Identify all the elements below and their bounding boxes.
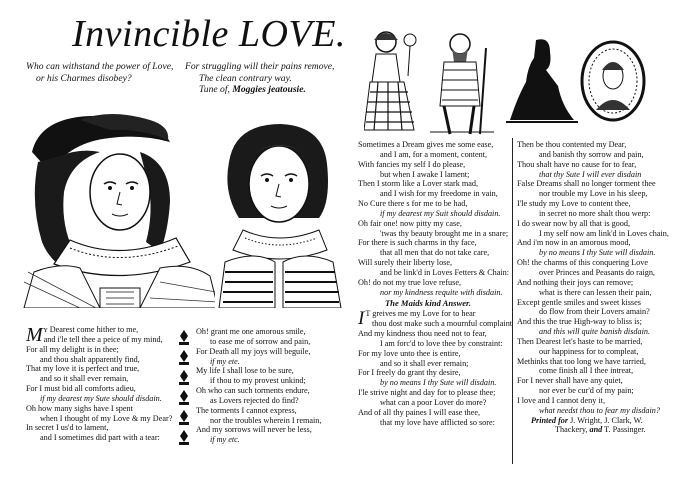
verse-line: that all men that do not take care, — [380, 248, 490, 258]
verse-column-1 — [26, 325, 172, 443]
verse-line: as Lovers rejected do find? — [210, 395, 299, 405]
verse-line: Sometimes a Dream gives me some ease, — [358, 140, 494, 149]
verse-line: that my love have afflicted so sore: — [380, 417, 495, 427]
verse-line: The torments I cannot express, — [196, 405, 297, 415]
verse-line: our happiness for to compleat, — [539, 346, 639, 356]
verse-line: 'twas thy beauty brought me in a snare; — [380, 228, 509, 238]
verse-line: False Dreams shall no longer torment thee — [517, 179, 656, 189]
printer-imprint — [517, 416, 669, 426]
verse-line: and so it shall ever remain; — [380, 358, 469, 368]
verse-line: Then I storm like a Lover stark mad, — [358, 179, 479, 189]
verse-line: No Cure there s for me to be had, — [358, 199, 468, 209]
verse-line: Oh fair one! now pitty my case, — [358, 218, 462, 228]
verse-line: In secret I us'd to lament, — [26, 423, 109, 433]
verse-line: Oh how many sighs have I spent — [26, 403, 133, 413]
verse-line: Oh! grant me one amorous smile, — [196, 327, 306, 336]
verse-line: if thou to my provest unkind; — [210, 376, 306, 386]
verse-line: For there is such charms in thy face, — [358, 238, 477, 248]
verse-line: And my sorrows will never be less, — [196, 425, 312, 435]
imprint-last: T. Passinger. — [604, 425, 646, 435]
verse-line: in secret no more shalt thou werp: — [539, 208, 651, 218]
verse-column-4 — [517, 140, 669, 435]
maids-answer-heading: The Maids kind Answer. — [384, 297, 472, 308]
verse-line: For I never shall have any quiet, — [517, 376, 623, 386]
verse-line: and this will quite banish disdain. — [539, 327, 650, 337]
ballad-title: Invincible LOVE. — [72, 13, 346, 55]
subtitle-left-line-1: Who can withstand the power of Love, — [26, 61, 174, 72]
verse-line: that thy Sute I will ever disdain — [539, 169, 642, 179]
subtitle-right — [185, 61, 334, 96]
subtitle-left — [26, 61, 173, 84]
verse-line: thou dost make such a mournful complaint — [372, 319, 513, 329]
verse-line: what can a poor Lover do more? — [380, 397, 487, 407]
verse-line: Methinks that too long we have tarried, — [517, 356, 646, 366]
verse-line: come finish all I thee intreat, — [539, 366, 634, 376]
verse-line: That my love it is perfect and true, — [26, 364, 140, 374]
column-divider — [512, 138, 513, 464]
imprint-prefix: Printed for — [531, 415, 569, 425]
verse-line: and I sometimes did part with a tear: — [40, 433, 160, 443]
drop-cap: I — [358, 308, 365, 330]
verse-line: I my self now am link'd in Loves chain, — [539, 228, 669, 238]
verse-line: Oh who can such torments endure, — [196, 386, 310, 396]
verse-line: For my love unto thee is entire, — [358, 348, 461, 358]
verse-line: and be link'd in Loves Fetters & Chain: — [380, 267, 510, 277]
verse-line: And nothing their joys can remove; — [517, 277, 634, 287]
bearded-man-woodcut — [430, 28, 494, 136]
tune-line — [185, 84, 334, 96]
verse-column-3 — [358, 140, 512, 427]
verse-line: if my dearest my Sute should disdain. — [40, 393, 162, 403]
imprint-and: and — [589, 425, 603, 435]
verse-line: but when I awake I lament; — [380, 169, 470, 179]
verse-line: I love and I cannot deny it, — [517, 395, 605, 405]
verse-line: and so it shall ever remain, — [40, 374, 129, 384]
verse-line: I am forc'd to love thee by constraint: — [380, 338, 503, 348]
verse-line: With fancies my self I do please, — [358, 159, 466, 169]
verse-line: nor my kindness requite with disdain. — [380, 287, 503, 297]
verse-line: what needst thou to fear my disdain? — [539, 405, 660, 415]
verse-line: Oh! the charms of this conquering Love — [517, 258, 648, 268]
verse-line: by no means I thy Sute will disdain. — [380, 378, 497, 388]
man-portrait-woodcut — [20, 112, 220, 308]
verse-line: by no means I thy Sute will disdain. — [539, 248, 656, 258]
verse-line: what is there can lessen their pain, — [539, 287, 652, 297]
verse-line: ʏ Dearest come hither to me, — [43, 325, 139, 334]
verse-line: And this the true High-way to bliss is; — [517, 317, 642, 327]
tune-name: Moggies jeatousie. — [232, 84, 306, 95]
verse-line: if my ete. — [210, 356, 240, 366]
verse-line: if my dearest my Suit should disdain. — [380, 208, 501, 218]
verse-line: and banish thy sorrow and pain, — [539, 149, 644, 159]
verse-line: For I must bid all comforts adieu, — [26, 384, 136, 394]
verse-line: nor trouble my Love in his sleep, — [539, 189, 648, 199]
verse-line: And of all thy paines I will ease thee, — [358, 407, 481, 417]
verse-line: Oh! do not my true love refuse, — [358, 277, 461, 287]
verse-line: and i'le tell thee a peice of my mind, — [43, 334, 163, 344]
verse-column-2 — [196, 327, 321, 445]
subtitle-left-line-2: or his Charmes disobey? — [36, 72, 132, 84]
verse-line: Thou shalt have no cause for to fear, — [517, 159, 637, 169]
dark-figure-woodcut — [506, 36, 578, 124]
subtitle-right-line-1: For struggling will their pains remove, — [185, 61, 335, 72]
drop-cap: M — [26, 324, 43, 346]
verse-line: For Death all my joys will beguile, — [196, 346, 311, 356]
verse-line: And i'm now in an amorous mood, — [517, 238, 631, 248]
verse-line: I do swear now by all that is good, — [517, 218, 631, 228]
verse-line: and I am, for a moment, content, — [380, 149, 488, 159]
verse-line: do flow from their Lovers amain? — [539, 307, 650, 317]
verse-line: For I freely do grant thy desire, — [358, 368, 461, 378]
verse-line: Then be thou contented my Dear, — [517, 140, 627, 149]
verse-line: if my etc. — [210, 435, 240, 445]
verse-line: and I wish for my freedome in vain, — [380, 189, 498, 199]
fleur-ornament-column — [176, 328, 192, 448]
medallion-portrait-woodcut — [580, 40, 646, 122]
verse-line: Then Dearest let's haste to be married, — [517, 336, 643, 346]
printer-imprint-2 — [517, 425, 669, 435]
verse-line: I'le strive night and day for to please thee; — [358, 388, 496, 398]
verse-line: Will surely their liberty lose, — [358, 258, 453, 268]
verse-line: And my kindness thou need not to fear, — [358, 329, 487, 339]
imprint-names: J. Wright, J. Clark, W. — [570, 415, 643, 425]
verse-line: and thou shalt apparently find, — [40, 354, 140, 364]
woman-with-flower-woodcut — [364, 26, 422, 134]
verse-line: when I thought of my Love & my Dear? — [40, 413, 173, 423]
verse-line: nor ever be cur'd of my pain; — [539, 386, 634, 396]
verse-line: nor the troubles wherein I remain, — [210, 415, 322, 425]
woman-portrait-woodcut — [215, 122, 343, 308]
verse-line: over Princes and Peasants do raign, — [539, 267, 655, 277]
verse-line: Except gentle smiles and sweet kisses — [517, 297, 641, 307]
imprint-names-2: Thackery, — [555, 425, 588, 435]
verse-line: I'le study my Love to content thee, — [517, 199, 631, 209]
verse-line: For all my delight is in thee; — [26, 344, 119, 354]
tune-prefix: Tune of, — [199, 84, 230, 95]
verse-line: My life I shall lose to be sure, — [196, 366, 294, 376]
subtitle-right-line-2: The clean contrary way. — [199, 72, 292, 84]
verse-line: to ease me of sorrow and pain, — [210, 336, 311, 346]
verse-line: T greives me my Love for to hear — [365, 309, 476, 319]
